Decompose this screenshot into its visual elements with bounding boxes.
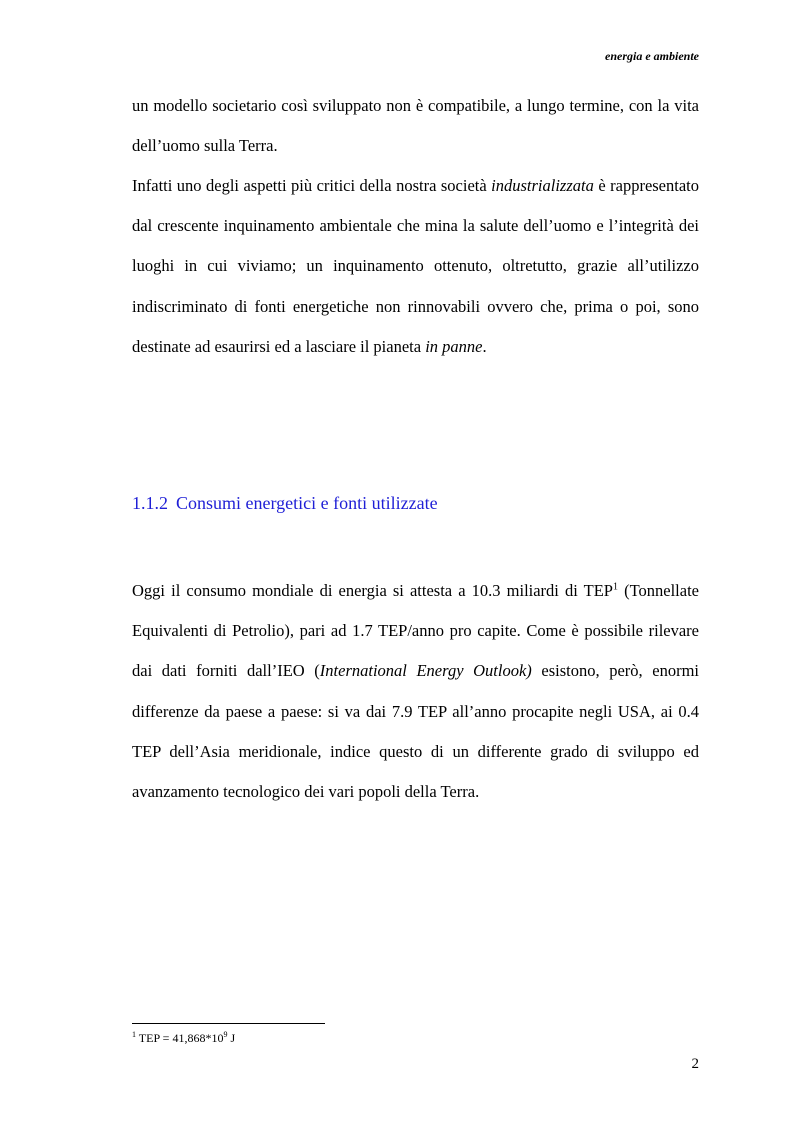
section-title: Consumi energetici e fonti utilizzate [176,493,438,513]
paragraph-text: Oggi il consumo mondiale di energia si attesta a 10.3 miliardi di TEP [132,581,613,600]
page-number: 2 [691,1056,699,1072]
paragraph-pollution [132,166,699,367]
footnote-text: J [227,1031,236,1045]
paragraph-text: è rappresentato dal crescente inquinamento ambientale che mina la salute dell’uomo e l’integrità dei luoghi in cui viviamo; un inquinamento ottenuto, oltretutto, grazie all’utilizzo indiscriminato di fonti energetiche non rinnovabili ovvero che, prima o poi, sono destinate ad esaurirsi ed a lasciare il pianeta [132,176,700,356]
paragraph-text: Infatti uno degli aspetti più critici della nostra società [132,176,492,195]
section-number: 1.1.2 [132,493,168,513]
italic-term: industrializzata [491,176,594,195]
section-heading [132,493,438,514]
italic-term: in panne [425,336,483,356]
italic-term: International Energy Outlook) [319,661,532,681]
footnote [132,1031,235,1046]
paragraph-consumption [132,571,699,812]
footnote-reference[interactable]: 1 [612,581,618,593]
footnote-text: TEP = 41,868*10 [136,1031,224,1045]
footnote-exponent: 9 [223,1030,228,1039]
footnote-separator [132,1023,325,1024]
paragraph-text: (Tonnellate Equivalenti di Petrolio), pari ad 1.7 TEP/anno pro capite. Come è possibile rilevare dai dati forniti dall’IEO ( [132,581,699,681]
paragraph-text: esistono, però, enormi differenze da paese a paese: si va dai 7.9 TEP all’anno procapite negli USA, ai 0.4 TEP dell’Asia meridionale, indice questo di un differente grado di sviluppo ed avanzamento tecnologico dei vari popoli della Terra. [132,661,699,802]
running-header: energia e ambiente [605,49,699,63]
footnote-marker: 1 [132,1030,136,1039]
paragraph-text: . [482,336,487,356]
paragraph-intro: un modello societario così sviluppato non è compatibile, a lungo termine, con la vita dell’uomo sulla Terra. [132,96,699,156]
